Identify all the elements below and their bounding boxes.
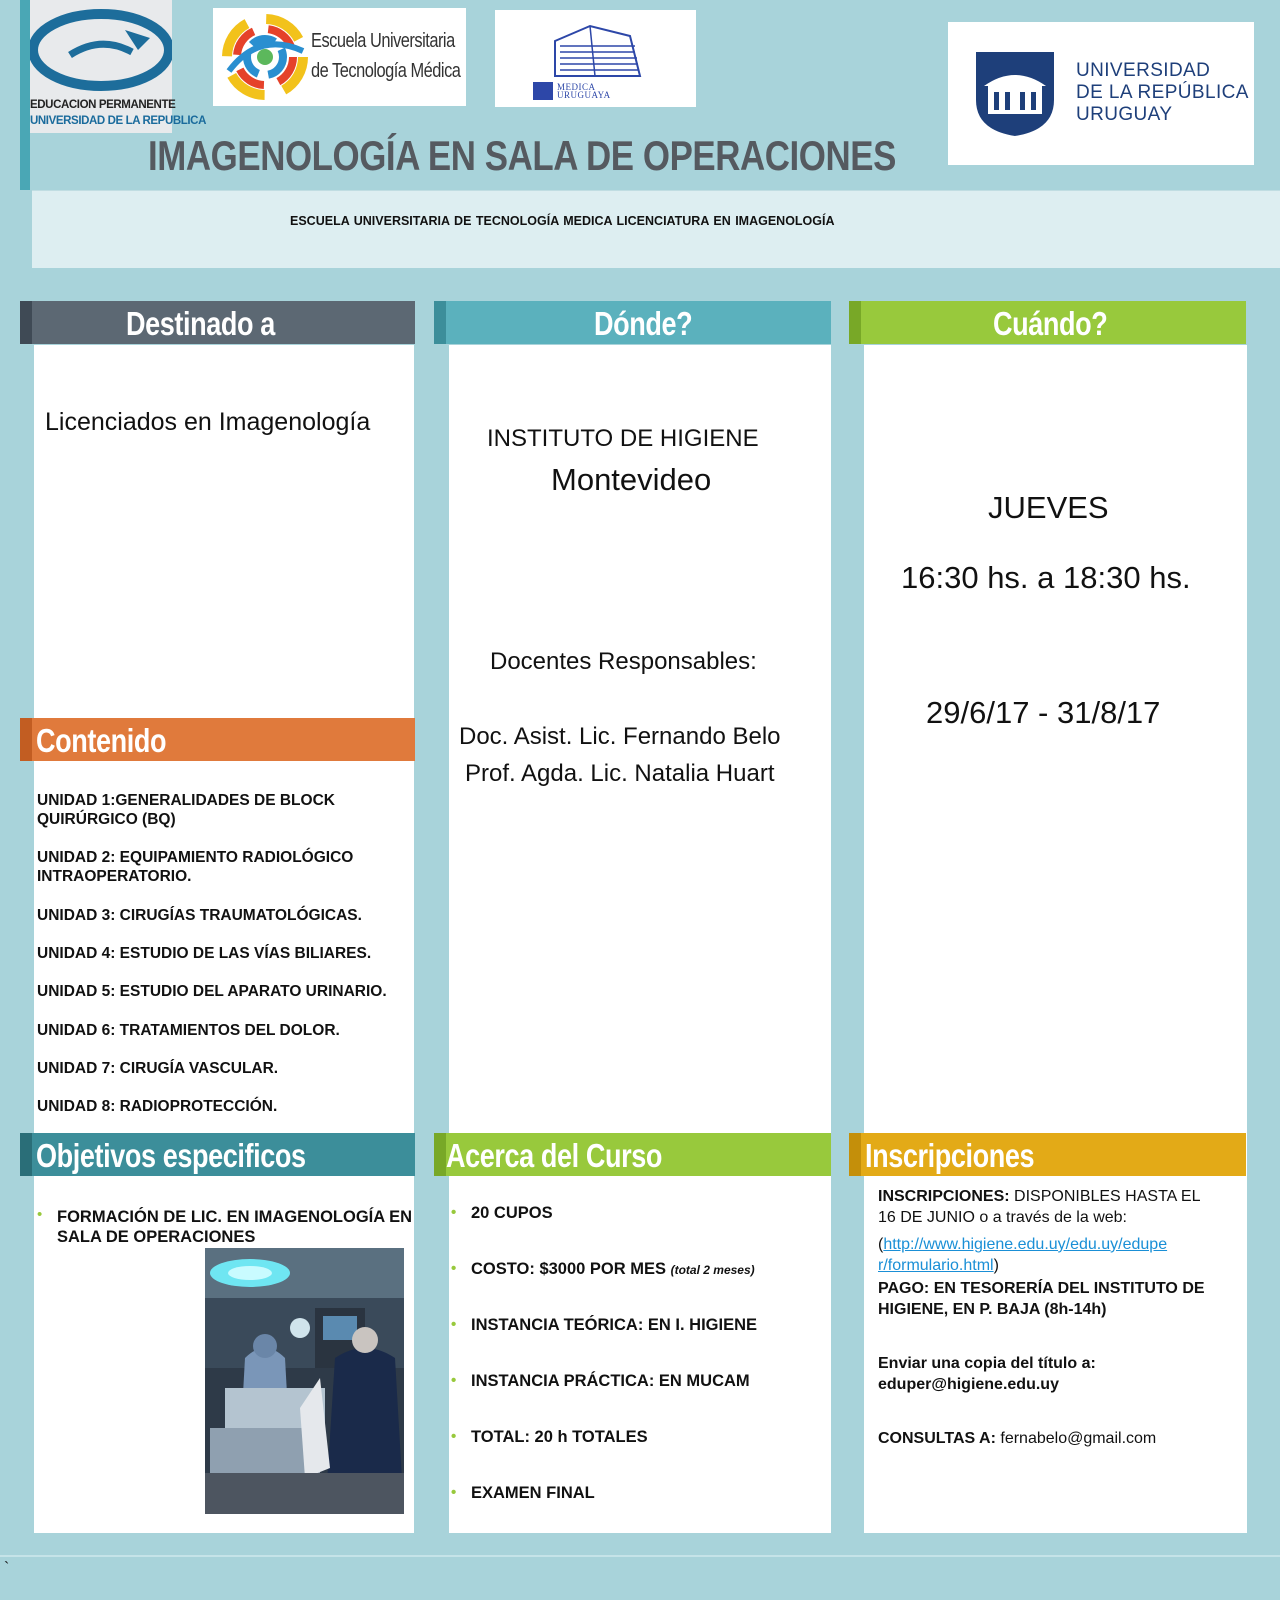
mu-line1: MEDICA [557,82,596,92]
header-accent-bar [20,0,30,190]
donde-heading: Dónde? [594,305,693,342]
cuando-header [849,301,1246,344]
objetivos-header [20,1133,415,1176]
link-open: ( [878,1236,884,1253]
docente-2: Prof. Agda. Lic. Natalia Huart [465,760,775,787]
consultas-row [878,1428,1218,1449]
pago-text: PAGO: EN TESORERÍA DEL INSTITUTO DE HIGIENE, EN P. BAJA (8h-14h) [878,1280,1205,1318]
footer-mark: ` [4,1560,10,1577]
acerca-item [471,1484,595,1503]
objetivos-header-accent [20,1133,32,1176]
destinado-text: Licenciados en Imagenología [45,408,371,436]
acerca-item-text: EXAMEN FINAL [471,1484,595,1502]
cuando-day: JUEVES [988,490,1109,525]
udelar-line3: URUGUAY [1076,104,1173,125]
inscripciones-block [878,1186,1218,1449]
educacion-permanente-emblem-icon [30,0,172,100]
acerca-item-text: INSTANCIA PRÁCTICA: EN MUCAM [471,1372,750,1390]
acerca-heading: Acerca del Curso [446,1137,663,1174]
unit-item: UNIDAD 7: CIRUGÍA VASCULAR. [37,1060,279,1077]
destinado-header [20,301,415,344]
eutm-swirl-icon [219,11,311,103]
unit-item: UNIDAD 4: ESTUDIO DE LAS VÍAS BILIARES. [37,945,372,962]
donde-place: INSTITUTO DE HIGIENE [487,425,759,452]
acerca-item-text: COSTO: $3000 POR MES [471,1260,667,1278]
inscripciones-label: INSCRIPCIONES: [878,1188,1010,1205]
acerca-header [434,1133,831,1176]
objetivo-item: FORMACIÓN DE LIC. EN IMAGENOLOGÍA EN SALA DE OPERACIONES [57,1208,413,1246]
inscripciones-availability [878,1186,1218,1228]
mu-square-icon [533,82,553,100]
consultas-email[interactable]: fernabelo@gmail.com [995,1430,1157,1447]
registration-link[interactable]: http://www.higiene.edu.uy/edu.uy/eduper/formulario.html [878,1236,1168,1274]
eutm-line2: de Tecnología Médica [311,60,461,82]
medica-uruguaya-logo [495,10,696,107]
operating-room-photo [205,1248,404,1514]
unit-item: UNIDAD 5: ESTUDIO DEL APARATO URINARIO. [37,983,387,1000]
inscripciones-link-row [878,1234,1168,1276]
contenido-heading: Contenido [36,722,167,759]
cuando-dates: 29/6/17 - 31/8/17 [926,695,1161,730]
udelar-shield-icon [974,50,1056,138]
eutm-line1: Escuela Universitaria [311,30,455,52]
educacion-permanente-logo [30,0,206,133]
acerca-item-text: 20 CUPOS [471,1204,553,1222]
enviar-email[interactable]: eduper@higiene.edu.uy [878,1376,1059,1393]
link-close: ) [993,1257,999,1274]
objetivos-heading: Objetivos especificos [36,1137,306,1174]
consultas-label: CONSULTAS A: [878,1430,996,1447]
page-title: IMAGENOLOGÍA EN SALA DE OPERACIONES [148,132,896,179]
docentes-label: Docentes Responsables: [490,648,757,675]
destinado-header-accent [20,301,32,344]
footer-band [0,1555,1280,1600]
inscripciones-header [849,1133,1246,1176]
acerca-header-accent [434,1133,446,1176]
acerca-item-text: TOTAL: 20 h TOTALES [471,1428,648,1446]
building-icon [535,16,655,86]
acerca-item [471,1260,755,1279]
unit-item: UNIDAD 6: TRATAMIENTOS DEL DOLOR. [37,1022,340,1039]
cuando-header-accent [849,301,861,344]
acerca-item-text: INSTANCIA TEÓRICA: EN I. HIGIENE [471,1316,758,1334]
contenido-header-accent [20,718,32,761]
unit-item: UNIDAD 1:GENERALIDADES DE BLOCK QUIRÚRGICO (BQ) [37,792,335,828]
mu-line2: URUGUAYA [557,90,611,100]
cuando-hours: 16:30 hs. a 18:30 hs. [901,560,1191,595]
inscripciones-heading: Inscripciones [865,1137,1035,1174]
donde-header [434,301,831,344]
bullet-icon: • [37,1206,43,1223]
column-center [449,345,831,1533]
udelar-logo [948,22,1254,165]
contenido-header [20,718,415,761]
logo-ep-line2: UNIVERSIDAD DE LA REPUBLICA [30,115,206,127]
udelar-line2: DE LA REPÚBLICA [1076,82,1249,103]
unit-item: UNIDAD 8: RADIOPROTECCIÓN. [37,1098,278,1115]
donde-header-accent [434,301,446,344]
acerca-item [471,1204,553,1223]
cuando-heading: Cuándo? [993,305,1108,342]
enviar-label: Enviar una copia del título a: [878,1355,1096,1372]
eutm-logo [213,8,466,106]
donde-city: Montevideo [551,462,712,497]
subtitle-band [32,190,1280,268]
acerca-item [471,1428,648,1447]
unit-item: UNIDAD 2: EQUIPAMIENTO RADIOLÓGICO INTRAOPERATORIO. [37,849,354,885]
mu-text [557,83,611,99]
unit-item: UNIDAD 3: CIRUGÍAS TRAUMATOLÓGICAS. [37,907,362,924]
inscripciones-text: DISPONIBLES HASTA EL 16 DE JUNIO o a través de la web: [878,1188,1200,1226]
inscripciones-header-accent [849,1133,861,1176]
logo-ep-line1: EDUCACION PERMANENTE [30,99,176,111]
acerca-item [471,1316,757,1335]
destinado-heading: Destinado a [126,305,275,342]
udelar-line1: UNIVERSIDAD [1076,60,1211,81]
docente-1: Doc. Asist. Lic. Fernando Belo [459,723,781,750]
operating-room-image [205,1248,404,1514]
page-subtitle: ESCUELA UNIVERSITARIA DE TECNOLOGÍA MEDICA LICENCIATURA EN IMAGENOLOGÍA [290,214,835,228]
cost-note: (total 2 meses) [670,1263,755,1277]
acerca-item [471,1372,750,1391]
